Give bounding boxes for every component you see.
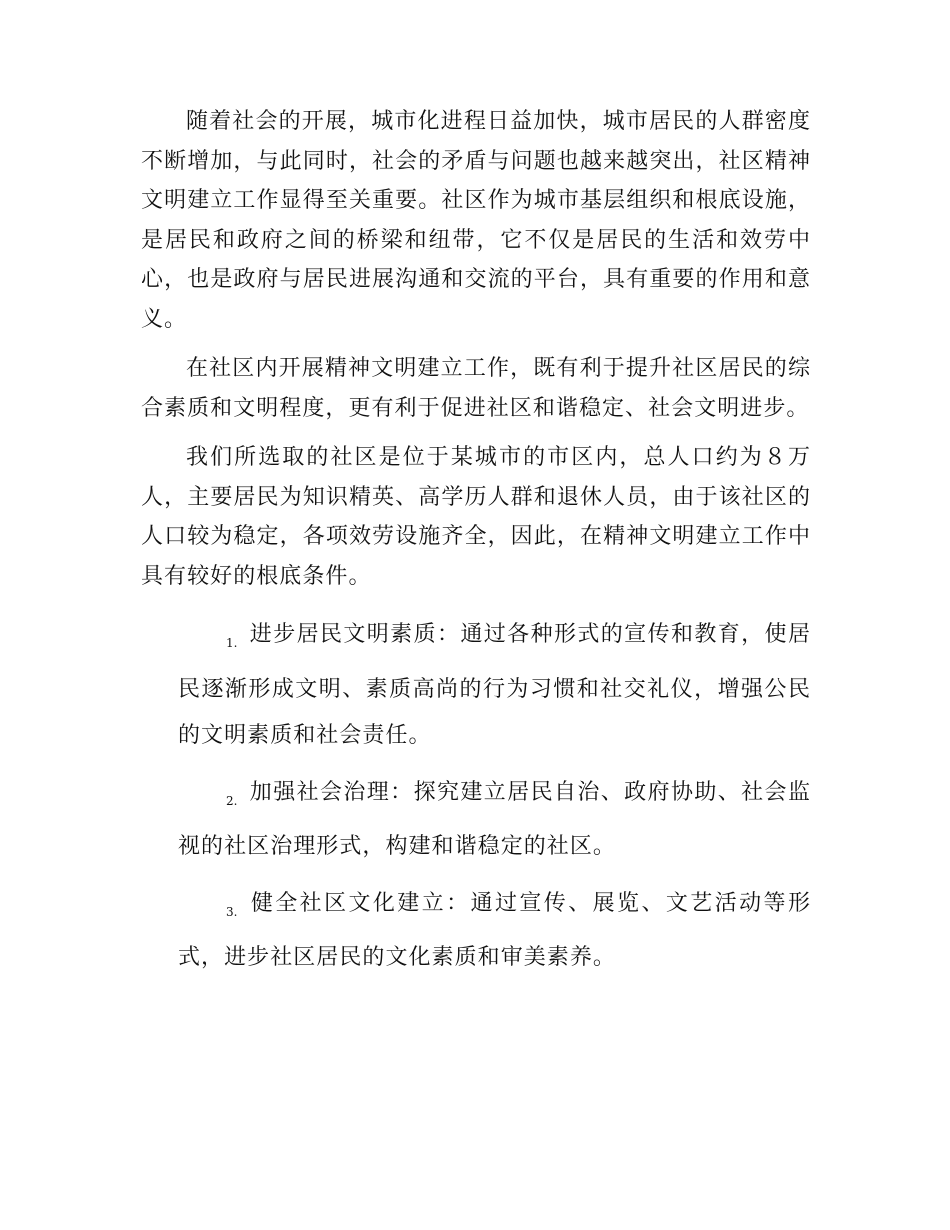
list-item-text: 加强社会治理：探究建立居民自治、政府协助、社会监视的社区治理形式，构建和谐稳定的社区。 — [178, 779, 811, 859]
list-item-number: 1. — [226, 636, 238, 650]
list-item — [141, 612, 811, 760]
paragraph: 我们所选取的社区是位于某城市的市区内，总人口约为８万人，主要居民为知识精英、高学历人群和退休人员，由于该社区的人口较为稳定，各项效劳设施齐全，因此，在精神文明建立工作中具有较好的根底条件。 — [141, 445, 811, 589]
list-item-number: 2. — [226, 793, 238, 808]
numbered-list — [141, 612, 811, 982]
list-item-number: 3. — [226, 904, 238, 919]
list-item — [141, 770, 811, 871]
document-body — [141, 102, 811, 992]
paragraph: 在社区内开展精神文明建立工作，既有利于提升社区居民的综合素质和文明程度，更有利于促进社区和谐稳定、社会文明进步。 — [141, 356, 811, 421]
list-item-text: 健全社区文化建立：通过宣传、展览、文艺活动等形式，进步社区居民的文化素质和审美素养。 — [178, 890, 811, 970]
list-item-text: 进步居民文明素质：通过各种形式的宣传和教育，使居民逐渐形成文明、素质高尚的行为习惯和社交礼仪，增强公民的文明素质和社会责任。 — [178, 622, 811, 748]
paragraph: 随着社会的开展，城市化进程日益加快，城市居民的人群密度不断增加，与此同时，社会的矛盾与问题也越来越突出，社区精神文明建立工作显得至关重要。社区作为城市基层组织和根底设施，是居民和政府之间的桥梁和纽带，它不仅是居民的生活和效劳中心，也是政府与居民进展沟通和交流的平台，具有重要的作用和意义。 — [141, 109, 811, 332]
list-item — [141, 881, 811, 982]
